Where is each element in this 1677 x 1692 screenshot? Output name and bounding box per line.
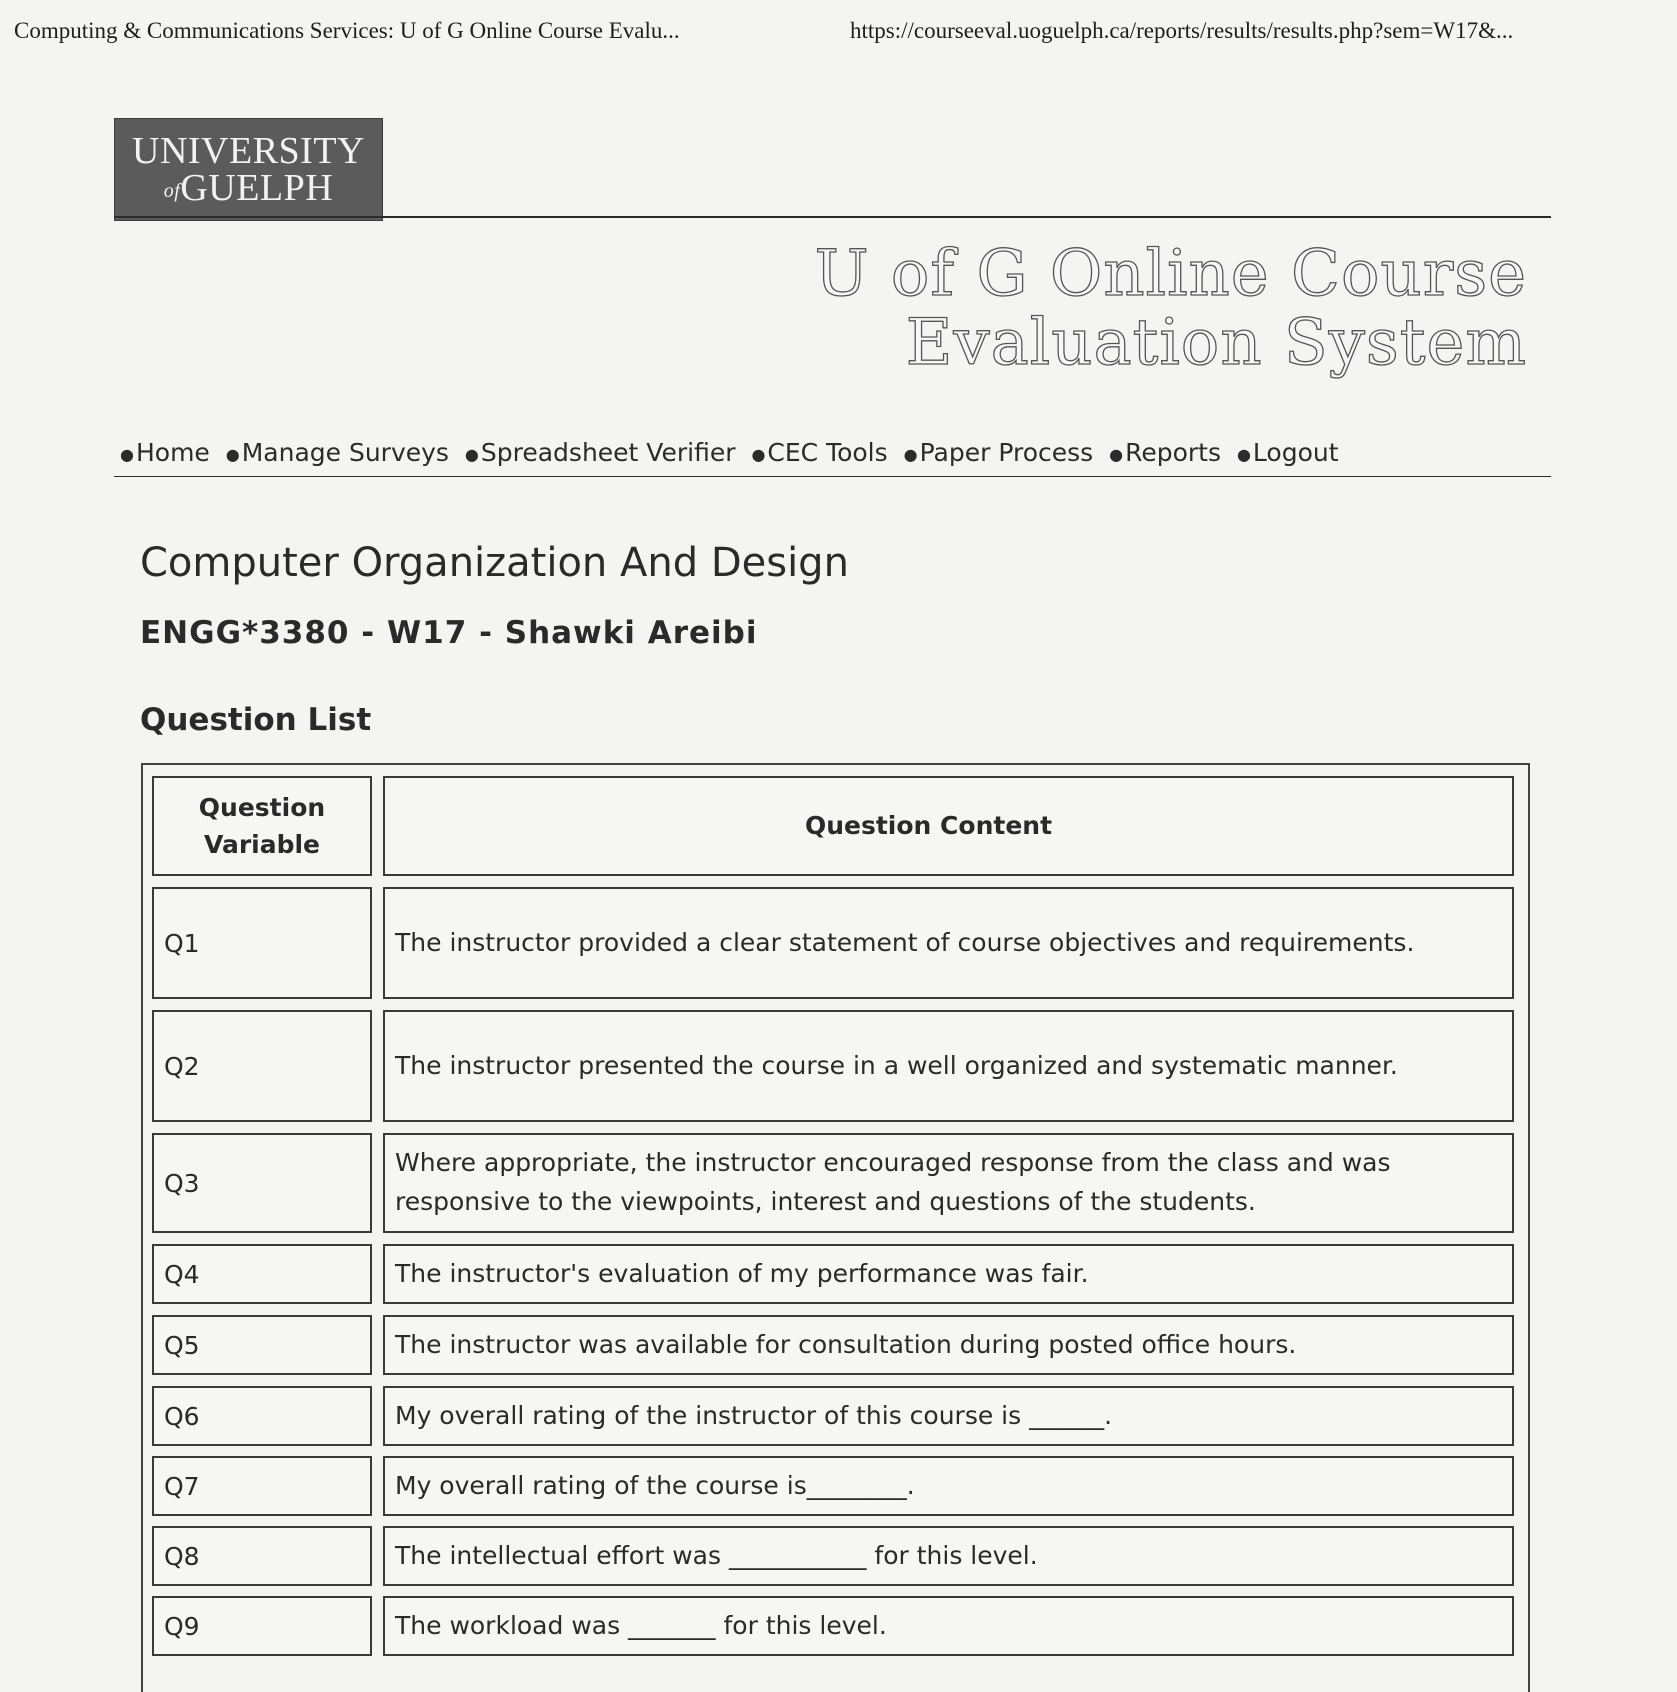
logo-line1: UNIVERSITY xyxy=(132,130,365,173)
bullet-icon: ● xyxy=(120,444,134,464)
question-variable: Q8 xyxy=(152,1526,372,1586)
nav-label: Reports xyxy=(1125,438,1221,467)
question-variable: Q1 xyxy=(152,887,372,999)
nav-item-home[interactable] xyxy=(120,438,214,467)
table-row xyxy=(152,1244,1514,1304)
table-row xyxy=(152,1596,1514,1656)
table-row xyxy=(152,1456,1514,1516)
nav-item-paper-process[interactable] xyxy=(904,438,1098,467)
nav-label: Spreadsheet Verifier xyxy=(480,438,736,467)
print-page-url: https://courseeval.uoguelph.ca/reports/results/results.php?sem=W17&... xyxy=(850,18,1514,43)
question-variable: Q2 xyxy=(152,1010,372,1122)
table-row xyxy=(152,1133,1514,1233)
main-nav xyxy=(120,438,1347,467)
question-content: The instructor provided a clear statement of course objectives and requirements. xyxy=(383,887,1514,999)
nav-item-manage-surveys[interactable] xyxy=(226,438,453,467)
bullet-icon: ● xyxy=(903,444,918,464)
nav-item-cec-tools[interactable] xyxy=(751,438,891,467)
nav-item-reports[interactable] xyxy=(1109,438,1225,467)
question-content: The intellectual effort was ___________ for this level. xyxy=(383,1526,1514,1586)
table-header-row xyxy=(152,776,1514,876)
column-header-content: Question Content xyxy=(383,776,1514,876)
column-header-variable-label: Question Variable xyxy=(198,792,326,859)
table-row xyxy=(152,1010,1514,1122)
logo-line2-text: GUELPH xyxy=(180,166,334,209)
question-content: Where appropriate, the instructor encouraged response from the class and was responsive to the viewpoints, interest and questions of the students. xyxy=(383,1133,1514,1233)
bullet-icon: ● xyxy=(1236,444,1251,464)
question-variable: Q4 xyxy=(152,1244,372,1304)
question-variable: Q6 xyxy=(152,1386,372,1446)
question-variable: Q9 xyxy=(152,1596,372,1656)
question-content: The instructor was available for consultation during posted office hours. xyxy=(383,1315,1514,1375)
column-header-variable xyxy=(152,776,372,876)
nav-label: Paper Process xyxy=(919,438,1094,467)
table-row xyxy=(152,1386,1514,1446)
nav-label: Home xyxy=(135,438,210,467)
question-content: The workload was _______ for this level. xyxy=(383,1596,1514,1656)
question-content: The instructor presented the course in a well organized and systematic manner. xyxy=(383,1010,1514,1122)
nav-label: CEC Tools xyxy=(767,438,888,467)
bullet-icon: ● xyxy=(464,444,479,464)
table-row xyxy=(152,1315,1514,1375)
nav-item-spreadsheet-verifier[interactable] xyxy=(465,438,740,467)
question-list-heading: Question List xyxy=(140,702,372,738)
table-row xyxy=(152,887,1514,999)
question-variable: Q7 xyxy=(152,1456,372,1516)
question-content: My overall rating of the course is________. xyxy=(383,1456,1514,1516)
nav-item-logout[interactable] xyxy=(1237,438,1343,467)
bullet-icon: ● xyxy=(751,444,766,464)
system-banner xyxy=(814,237,1527,381)
banner-line2: Evaluation System xyxy=(905,306,1527,381)
question-variable: Q3 xyxy=(152,1133,372,1233)
nav-label: Manage Surveys xyxy=(241,438,449,467)
university-logo[interactable] xyxy=(114,118,383,221)
page-title: Computer Organization And Design xyxy=(140,540,849,586)
bullet-icon: ● xyxy=(225,444,240,464)
table-row xyxy=(152,1526,1514,1586)
question-content: The instructor's evaluation of my performance was fair. xyxy=(383,1244,1514,1304)
header-divider xyxy=(114,216,1551,218)
nav-label: Logout xyxy=(1252,438,1339,467)
course-subtitle: ENGG*3380 - W17 - Shawki Areibi xyxy=(140,615,758,651)
question-variable: Q5 xyxy=(152,1315,372,1375)
logo-line2-prefix: of xyxy=(163,179,181,202)
logo-line2 xyxy=(163,166,334,209)
banner-line1: U of G Online Course xyxy=(814,237,1527,311)
print-page-title: Computing & Communications Services: U of G Online Course Evalu... xyxy=(14,18,680,43)
bullet-icon: ● xyxy=(1109,444,1124,464)
nav-divider xyxy=(114,476,1551,477)
question-content: My overall rating of the instructor of this course is ______. xyxy=(383,1386,1514,1446)
